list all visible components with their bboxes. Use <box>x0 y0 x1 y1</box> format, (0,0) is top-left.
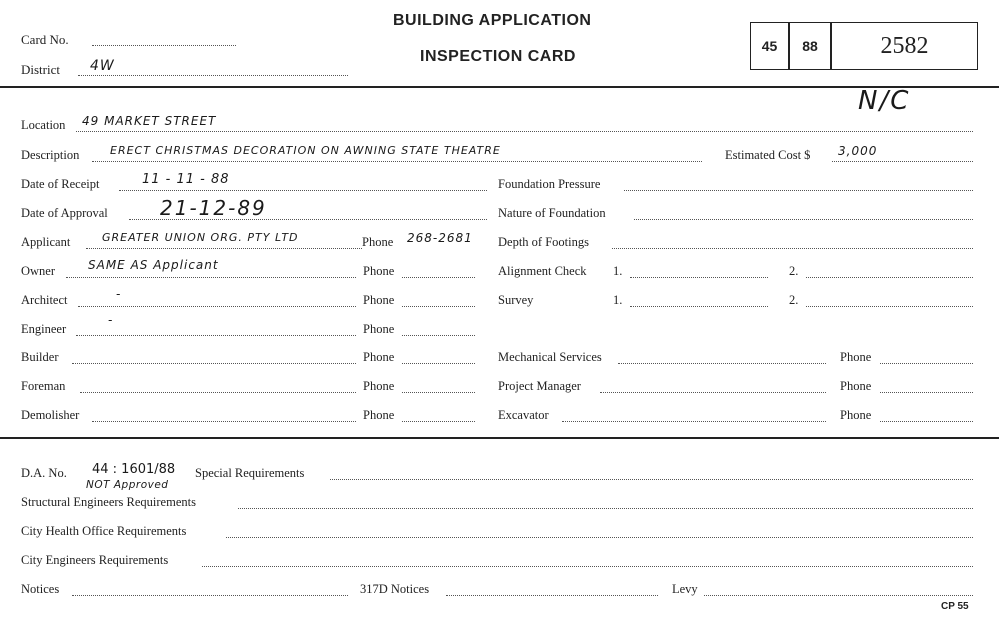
owner-label: Owner <box>21 264 56 278</box>
foreman-label: Foreman <box>21 379 66 393</box>
special-requirements-label: Special Requirements <box>195 466 305 480</box>
notices-317d-label: 317D Notices <box>360 582 430 596</box>
foundation-pressure-line <box>624 190 973 191</box>
estimated-cost-line <box>832 161 973 162</box>
architect-line <box>78 306 356 307</box>
special-requirements-line <box>330 479 973 480</box>
demolisher-line <box>92 421 356 422</box>
box-card-number: 2582 <box>880 32 929 59</box>
title-line-2: INSPECTION CARD <box>420 48 576 65</box>
survey-num-1: 1. <box>613 293 623 307</box>
district-label: District <box>21 62 60 77</box>
excavator-label: Excavator <box>498 408 549 422</box>
project-manager-line <box>600 392 826 393</box>
description-label: Description <box>21 148 80 162</box>
project-manager-label: Project Manager <box>498 379 581 393</box>
structural-line <box>238 508 973 509</box>
notices-label: Notices <box>21 582 60 596</box>
nature-foundation-label: Nature of Foundation <box>498 206 606 220</box>
location-line <box>76 131 973 132</box>
card-no-label: Card No. <box>21 32 69 47</box>
date-approval-label: Date of Approval <box>21 206 108 220</box>
notices-317d-line <box>446 595 658 596</box>
estimated-cost-value: 3,000 <box>838 144 878 158</box>
alignment-line-2 <box>806 277 973 278</box>
stamp-nc: N/C <box>858 86 911 116</box>
foreman-phone-label: Phone <box>363 379 395 393</box>
box-year: 88 <box>802 38 818 54</box>
demolisher-phone-line <box>402 421 475 422</box>
builder-label: Builder <box>21 350 59 364</box>
survey-num-2: 2. <box>789 293 799 307</box>
builder-phone-line <box>402 363 475 364</box>
mechanical-phone-line <box>880 363 973 364</box>
nature-foundation-line <box>634 219 973 220</box>
engineer-phone-line <box>402 335 475 336</box>
estimated-cost-label: Estimated Cost $ <box>725 148 811 162</box>
alignment-num-1: 1. <box>613 264 623 278</box>
applicant-value: GREATER UNION ORG. PTY LTD <box>102 231 299 244</box>
header-rule <box>0 86 999 88</box>
engineer-phone-label: Phone <box>363 322 395 336</box>
applicant-line <box>86 248 362 249</box>
applicant-phone-value: 268-2681 <box>407 231 473 245</box>
alignment-num-2: 2. <box>789 264 799 278</box>
owner-value: SAME AS Applicant <box>88 258 219 272</box>
engineer-value: - <box>108 313 114 327</box>
card-no-line <box>92 45 236 46</box>
excavator-phone-line <box>880 421 973 422</box>
foreman-line <box>80 392 356 393</box>
architect-phone-label: Phone <box>363 293 395 307</box>
project-manager-phone-line <box>880 392 973 393</box>
architect-label: Architect <box>21 293 68 307</box>
owner-line <box>66 277 356 278</box>
levy-line <box>704 595 973 596</box>
card-number-box <box>750 22 978 70</box>
survey-line-2 <box>806 306 973 307</box>
demolisher-label: Demolisher <box>21 408 80 422</box>
title-line-1: BUILDING APPLICATION <box>393 12 592 29</box>
applicant-phone-label: Phone <box>362 235 394 249</box>
architect-value: - <box>116 287 122 301</box>
builder-line <box>72 363 356 364</box>
city-engineers-label: City Engineers Requirements <box>21 553 169 567</box>
applicant-label: Applicant <box>21 235 71 249</box>
mechanical-services-line <box>618 363 826 364</box>
survey-line-1 <box>630 306 768 307</box>
builder-phone-label: Phone <box>363 350 395 364</box>
da-label: D.A. No. <box>21 466 67 480</box>
date-receipt-line <box>119 190 487 191</box>
date-receipt-value: 11 - 11 - 88 <box>142 172 230 187</box>
excavator-line <box>562 421 826 422</box>
health-line <box>226 537 973 538</box>
excavator-phone-label: Phone <box>840 408 872 422</box>
box-year-prefix: 45 <box>761 38 778 54</box>
date-approval-value: 21-12-89 <box>160 196 267 220</box>
owner-phone-label: Phone <box>363 264 395 278</box>
form-code: CP 55 <box>941 601 969 612</box>
health-label: City Health Office Requirements <box>21 524 187 538</box>
da-note: NOT Approved <box>86 479 169 491</box>
project-manager-phone-label: Phone <box>840 379 872 393</box>
city-engineers-line <box>202 566 973 567</box>
da-value: 44 : 1601/88 <box>92 462 176 477</box>
structural-label: Structural Engineers Requirements <box>21 495 196 509</box>
alignment-line-1 <box>630 277 768 278</box>
engineer-label: Engineer <box>21 322 67 336</box>
district-line <box>78 75 348 76</box>
description-line <box>92 161 702 162</box>
mechanical-phone-label: Phone <box>840 350 872 364</box>
foundation-pressure-label: Foundation Pressure <box>498 177 601 191</box>
notices-line <box>72 595 348 596</box>
date-receipt-label: Date of Receipt <box>21 177 100 191</box>
depth-footings-label: Depth of Footings <box>498 235 589 249</box>
architect-phone-line <box>402 306 475 307</box>
location-value: 49 MARKET STREET <box>82 114 217 128</box>
district-value: 4W <box>90 58 115 74</box>
alignment-check-label: Alignment Check <box>498 264 587 278</box>
depth-footings-line <box>612 248 973 249</box>
foreman-phone-line <box>402 392 475 393</box>
location-label: Location <box>21 118 66 132</box>
demolisher-phone-label: Phone <box>363 408 395 422</box>
footer-rule <box>0 437 999 439</box>
survey-label: Survey <box>498 293 534 307</box>
mechanical-services-label: Mechanical Services <box>498 350 602 364</box>
levy-label: Levy <box>672 582 698 596</box>
owner-phone-line <box>402 277 475 278</box>
engineer-line <box>76 335 356 336</box>
description-value: ERECT CHRISTMAS DECORATION ON AWNING STATE THEATRE <box>110 144 501 157</box>
